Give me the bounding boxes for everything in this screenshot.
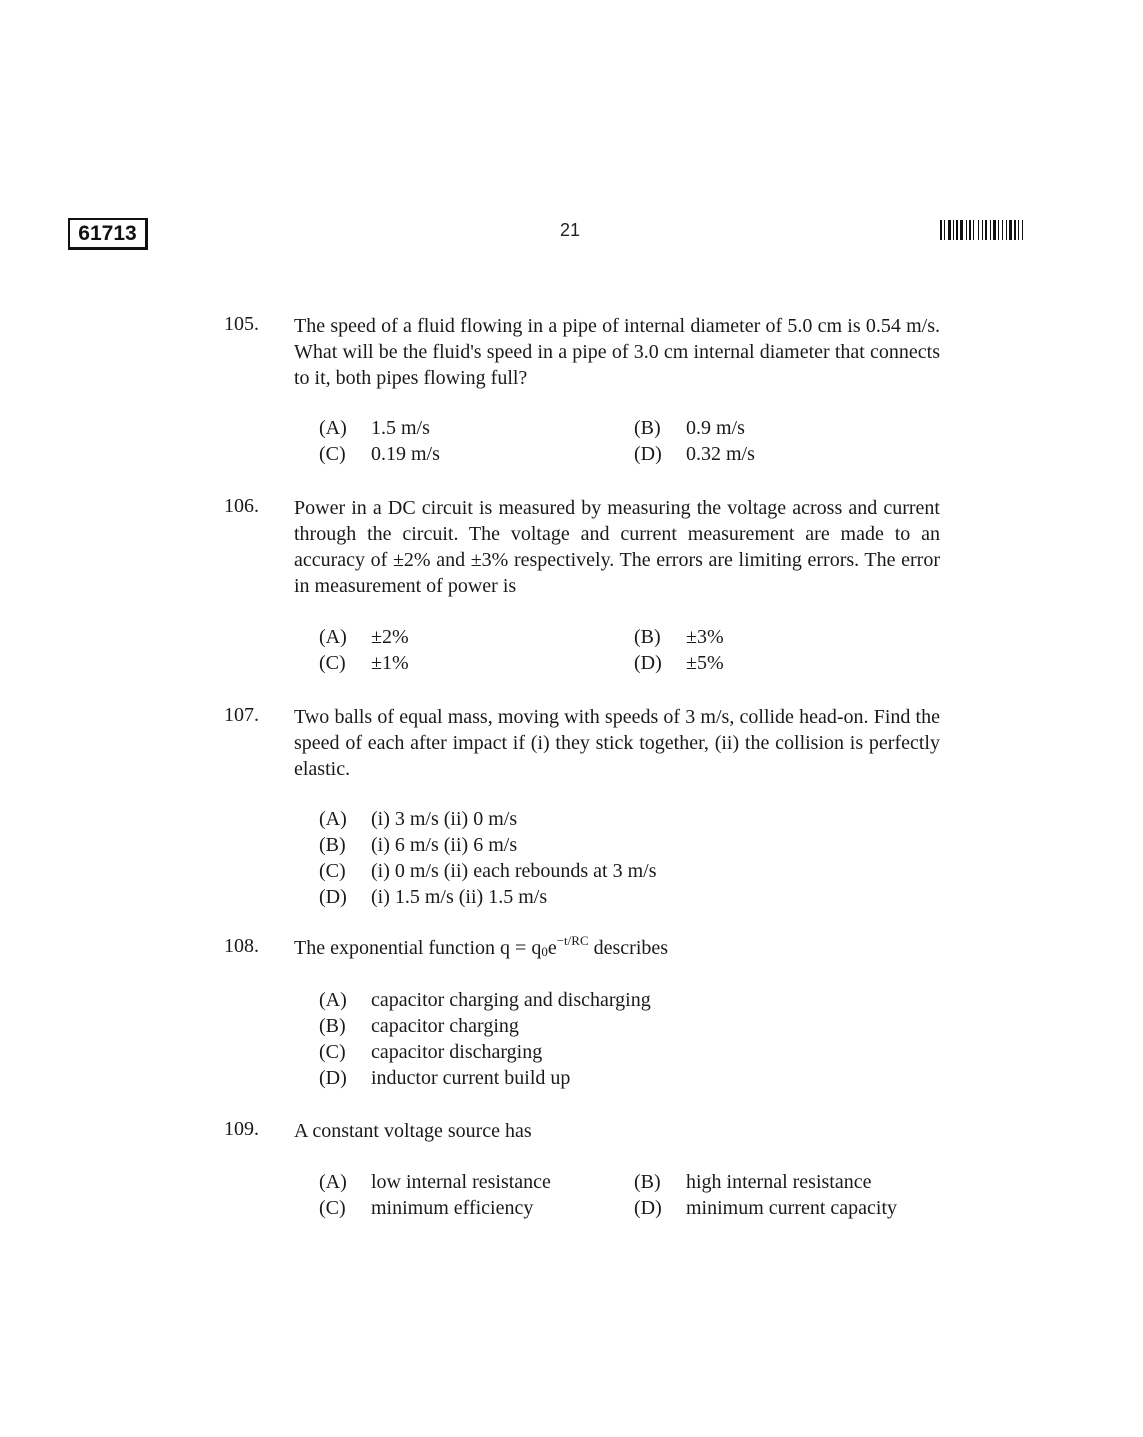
paper-code-box (68, 218, 148, 250)
option-label: (C) (319, 1041, 346, 1063)
option-text: capacitor charging (371, 1015, 519, 1037)
option-c (319, 441, 440, 467)
option-label: (B) (319, 1015, 346, 1037)
option-label: (B) (634, 417, 661, 439)
option-text: 0.19 m/s (371, 443, 440, 465)
question-text (294, 935, 940, 965)
barcode-icon (940, 220, 1076, 240)
option-text: 0.9 m/s (686, 417, 745, 439)
option-text: low internal resistance (371, 1171, 551, 1193)
option-a (319, 1169, 551, 1195)
option-d (634, 441, 755, 467)
option-b (319, 1013, 519, 1039)
option-label: (D) (634, 1197, 662, 1219)
option-text: (i) 0 m/s (ii) each rebounds at 3 m/s (371, 860, 657, 882)
option-a (319, 415, 430, 441)
option-label: (D) (319, 886, 347, 908)
option-text: capacitor discharging (371, 1041, 543, 1063)
option-label: (C) (319, 652, 346, 674)
option-c (319, 858, 657, 884)
option-text: ±3% (686, 626, 724, 648)
option-text: capacitor charging and discharging (371, 989, 651, 1011)
option-label: (A) (319, 989, 347, 1011)
option-label: (A) (319, 417, 347, 439)
option-c (319, 650, 409, 676)
option-c (319, 1195, 533, 1221)
option-a (319, 806, 517, 832)
option-label: (C) (319, 860, 346, 882)
question-number: 105. (224, 313, 259, 335)
option-label: (D) (634, 652, 662, 674)
formula-subscript: 0 (541, 944, 548, 959)
option-label: (B) (634, 626, 661, 648)
formula-exponent: −t/RC (556, 933, 589, 948)
formula-base: e (547, 937, 557, 959)
option-b (319, 832, 517, 858)
formula-suffix: describes (588, 937, 669, 959)
option-d (319, 884, 547, 910)
option-text: minimum current capacity (686, 1197, 898, 1219)
option-label: (A) (319, 626, 347, 648)
option-label: (C) (319, 443, 346, 465)
option-text: inductor current build up (371, 1067, 571, 1089)
question-text: The speed of a fluid flowing in a pipe of internal diameter of 5.0 cm is 0.54 m/s. What will be the fluid's speed in a pipe of 3.0 cm internal diameter that connects to it, both pipes flowing full? (294, 315, 940, 389)
option-label: (D) (319, 1067, 347, 1089)
option-text: ±2% (371, 626, 409, 648)
option-text: 0.32 m/s (686, 443, 755, 465)
option-d (634, 650, 724, 676)
question-number: 107. (224, 704, 259, 726)
option-b (634, 415, 745, 441)
option-label: (B) (634, 1171, 661, 1193)
option-text: high internal resistance (686, 1171, 872, 1193)
option-label: (A) (319, 1171, 347, 1193)
formula-prefix: The exponential function q = q (294, 937, 542, 959)
option-label: (D) (634, 443, 662, 465)
option-text: (i) 3 m/s (ii) 0 m/s (371, 808, 518, 830)
question-number: 106. (224, 495, 259, 517)
paper-code: 61713 (78, 221, 137, 245)
option-label: (B) (319, 834, 346, 856)
option-text: (i) 6 m/s (ii) 6 m/s (371, 834, 518, 856)
question-text: Power in a DC circuit is measured by measuring the voltage across and current through the circuit. The voltage and current measurement are made to an accuracy of ±2% and ±3% respectively. The errors are limiting errors. The error in measurement of power is (294, 497, 940, 597)
option-text: ±1% (371, 652, 409, 674)
page-number: 21 (559, 220, 581, 240)
option-label: (A) (319, 808, 347, 830)
question-text: Two balls of equal mass, moving with speeds of 3 m/s, collide head-on. Find the speed of each after impact if (i) they stick together, (ii) the collision is perfectly elastic. (294, 706, 940, 780)
option-text: minimum efficiency (371, 1197, 534, 1219)
option-text: 1.5 m/s (371, 417, 430, 439)
option-d (634, 1195, 897, 1221)
option-b (634, 624, 724, 650)
question-number: 108. (224, 935, 259, 957)
option-b (634, 1169, 872, 1195)
option-text: ±5% (686, 652, 724, 674)
option-text: (i) 1.5 m/s (ii) 1.5 m/s (371, 886, 548, 908)
question-number: 109. (224, 1118, 259, 1140)
option-label: (C) (319, 1197, 346, 1219)
option-d (319, 1065, 570, 1091)
option-a (319, 987, 651, 1013)
question-text: A constant voltage source has (294, 1120, 532, 1142)
option-a (319, 624, 409, 650)
option-c (319, 1039, 542, 1065)
